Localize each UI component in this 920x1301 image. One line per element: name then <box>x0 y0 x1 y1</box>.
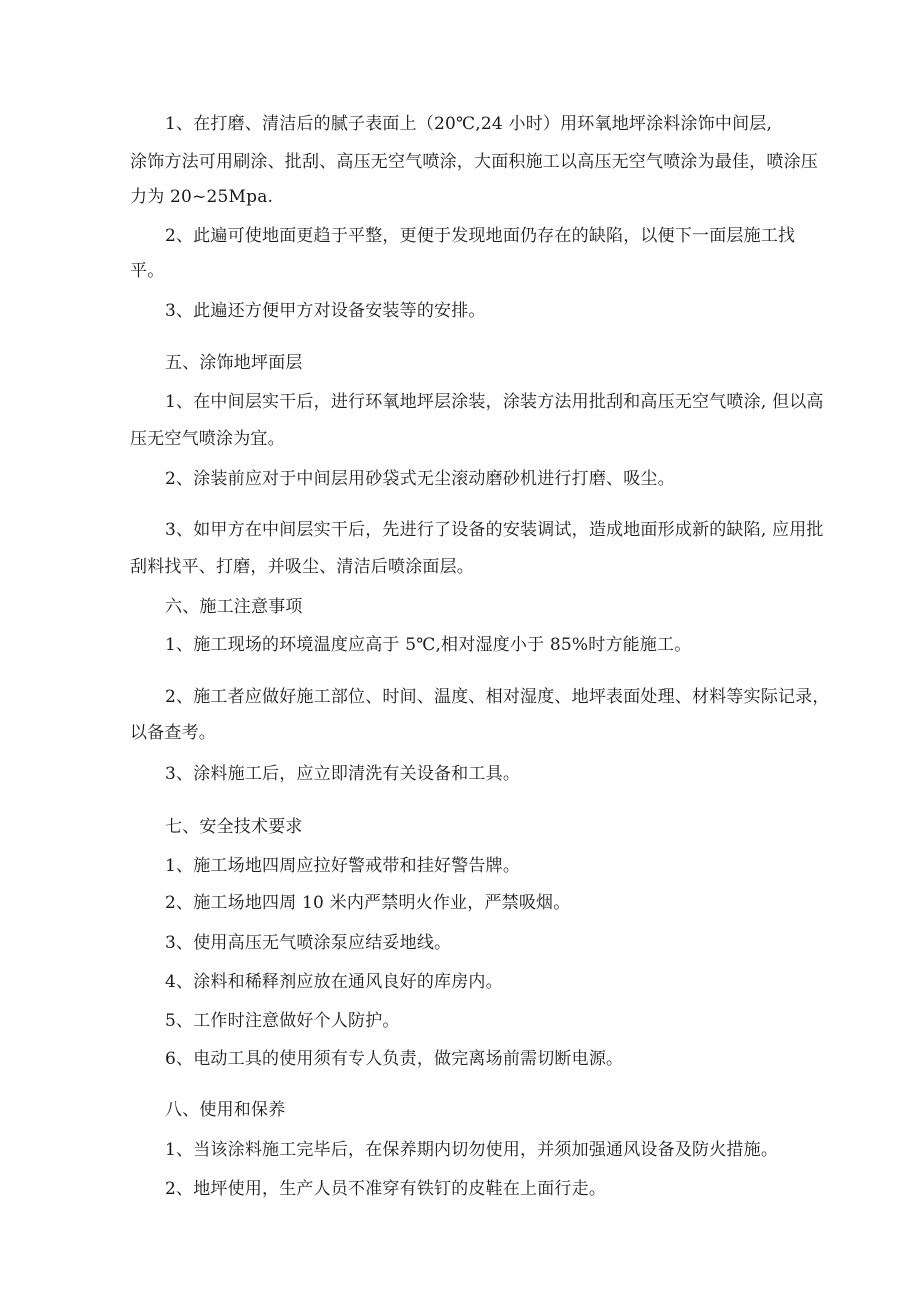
paragraph-line: 2、施工者应做好施工部位、时间、温度、相对湿度、地坪表面处理、材料等实际记录， <box>165 687 830 707</box>
paragraph-line: 2、此遍可使地面更趋于平整，更便于发现地面仍存在的缺陷，以便下一面层施工找 <box>165 226 796 246</box>
paragraph-line: 2、地坪使用，生产人员不准穿有铁钉的皮鞋在上面行走。 <box>165 1179 607 1199</box>
paragraph-line: 刮料找平、打磨，并吸尘、清洁后喷涂面层。 <box>130 557 474 577</box>
paragraph-line: 3、涂料施工后，应立即清洗有关设备和工具。 <box>165 764 521 784</box>
paragraph-line: 3、此遍还方便甲方对设备安装等的安排。 <box>165 301 486 321</box>
paragraph-line: 3、使用高压无气喷涂泵应结妥地线。 <box>165 933 452 953</box>
paragraph-line: 1、在打磨、清洁后的腻子表面上（20℃,24 小时）用环氧地坪涂料涂饰中间层, <box>165 114 773 134</box>
section-heading: 七、安全技术要求 <box>165 817 303 837</box>
paragraph-line: 以备查考。 <box>130 723 216 743</box>
paragraph-line: 1、当该涂料施工完毕后，在保养期内切勿使用，并须加强通风设备及防火措施。 <box>165 1140 779 1160</box>
paragraph-line: 6、电动工具的使用须有专人负责，做完离场前需切断电源。 <box>165 1049 624 1069</box>
section-heading: 八、使用和保养 <box>165 1100 286 1120</box>
paragraph-line: 涂饰方法可用刷涂、批刮、高压无空气喷涂，大面积施工以高压无空气喷涂为最佳，喷涂压 <box>130 152 818 172</box>
paragraph-line: 力为 20~25Mpa. <box>130 187 274 207</box>
paragraph-line: 2、施工场地四周 10 米内严禁明火作业，严禁吸烟。 <box>165 893 571 913</box>
paragraph-line: 1、施工场地四周应拉好警戒带和挂好警告牌。 <box>165 856 521 876</box>
paragraph-line: 1、施工现场的环境温度应高于 5℃,相对湿度小于 85%时方能施工。 <box>165 635 692 655</box>
paragraph-line: 平。 <box>130 261 165 281</box>
section-heading: 六、施工注意事项 <box>165 597 303 617</box>
paragraph-line: 3、如甲方在中间层实干后，先进行了设备的安装调试，造成地面形成新的缺陷, 应用批 <box>165 520 824 540</box>
paragraph-line: 1、在中间层实干后，进行环氧地坪层涂装，涂装方法用批刮和高压无空气喷涂, 但以高 <box>165 392 824 412</box>
section-heading: 五、涂饰地坪面层 <box>165 353 303 373</box>
paragraph-line: 压无空气喷涂为宜。 <box>130 429 285 449</box>
paragraph-line: 5、工作时注意做好个人防护。 <box>165 1011 400 1031</box>
paragraph-line: 4、涂料和稀释剂应放在通风良好的库房内。 <box>165 972 503 992</box>
paragraph-line: 2、涂装前应对于中间层用砂袋式无尘滚动磨砂机进行打磨、吸尘。 <box>165 469 675 489</box>
